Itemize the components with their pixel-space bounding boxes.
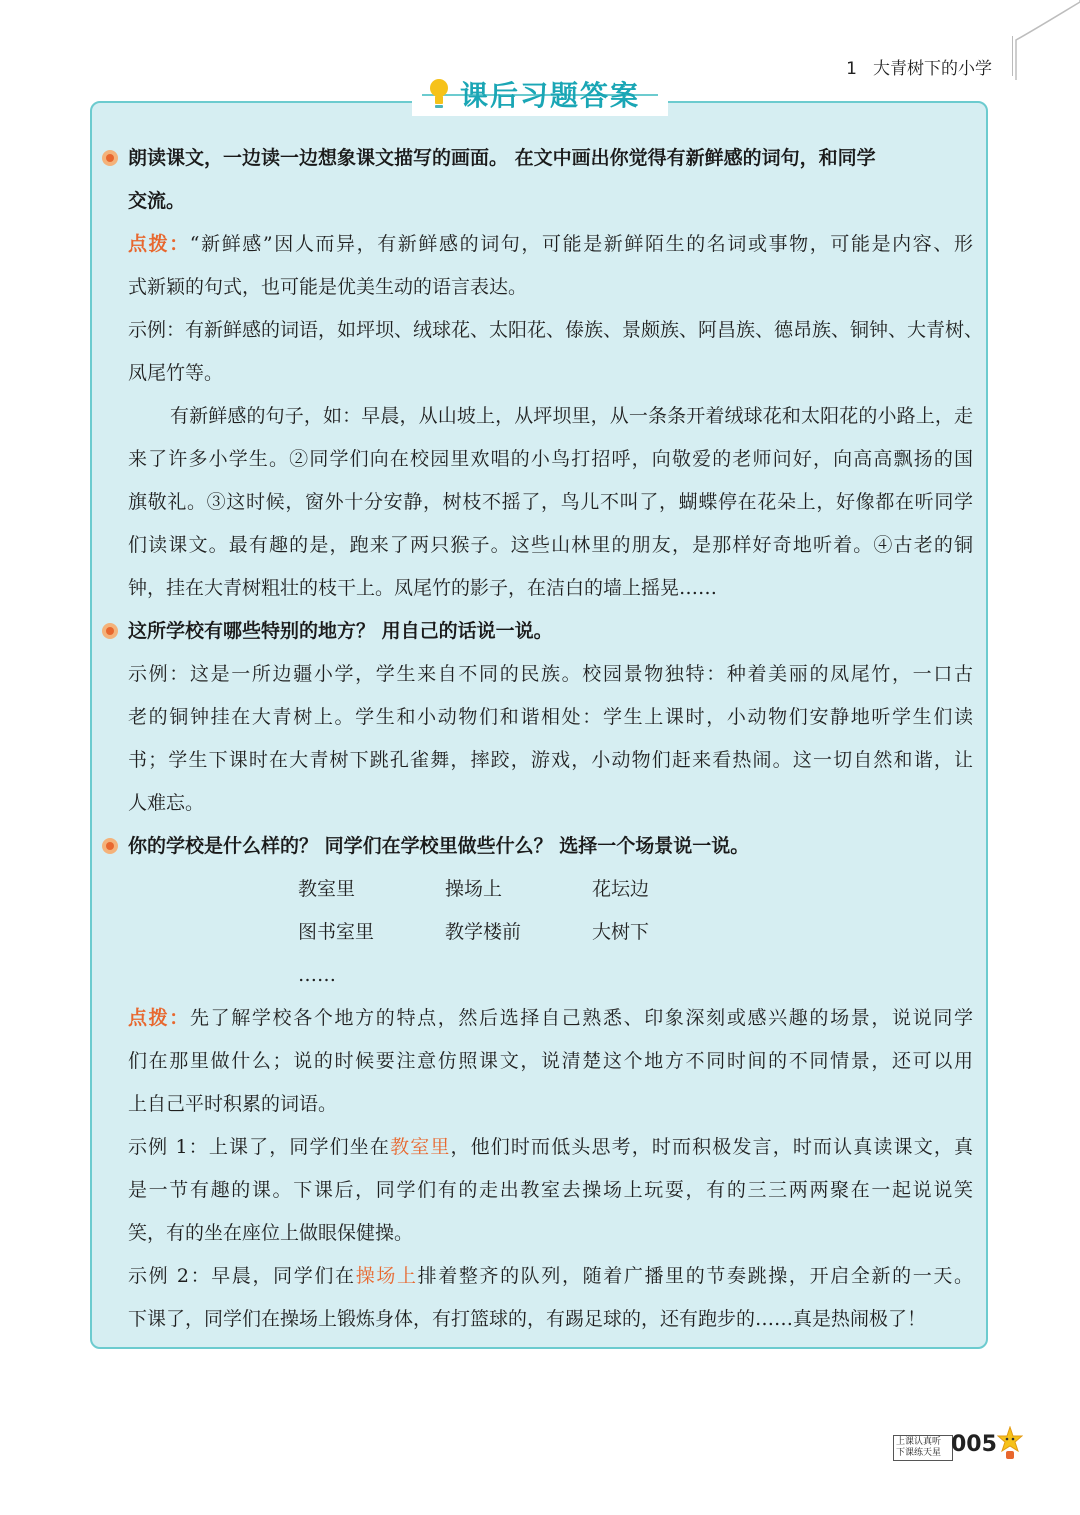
q1-example-para: 来了许多小学生。②同学们向在校园里欢唱的小鸟打招呼，向敬爱的老师问好，向高高飘扬的国 <box>128 448 973 470</box>
question-bullet-icon <box>101 149 119 167</box>
q2-example: 书；学生下课时在大青树下跳孔雀舞，摔跤，游戏，小动物们赶来看热闹。这一切自然和谐，让 <box>128 749 973 771</box>
q3-example-1: 示例 1：上课了，同学们坐在教室里，他们时而低头思考，时而积极发言，时而认真读课文，真 <box>128 1136 973 1158</box>
highlight-place: 操场上 <box>355 1265 418 1287</box>
place-item: 图书室里 <box>298 921 375 943</box>
q3-hint-cont: 上自己平时积累的词语。 <box>128 1093 338 1115</box>
lightbulb-icon <box>428 76 450 112</box>
q3-hint: 点拨：先了解学校各个地方的特点，然后选择自己熟悉、印象深刻或感兴趣的场景，说说同学 <box>128 1007 973 1029</box>
place-item: 花坛边 <box>592 878 650 900</box>
section-title-banner <box>412 74 668 116</box>
places-row <box>128 911 973 954</box>
place-item: 大树下 <box>592 921 650 943</box>
page-number: 005 <box>951 1432 997 1457</box>
place-item: 操场上 <box>445 878 503 900</box>
hint-label: 点拨： <box>128 233 190 255</box>
q3-example-2: 示例 2：早晨，同学们在操场上排着整齐的队列，随着广播里的节奏跳操，开启全新的一天。 <box>128 1265 973 1287</box>
q3-example-1-cont: 笑，有的坐在座位上做眼保健操。 <box>128 1222 414 1244</box>
chapter-header <box>846 54 992 79</box>
question-1: 朗读课文，一边读一边想象课文描写的画面。 在文中画出你觉得有新鲜感的词句，和同学 <box>128 137 973 180</box>
q3-example-1-cont: 是一节有趣的课。下课后，同学们有的走出教室去操场上玩耍，有的三三两两聚在一起说说笑 <box>128 1179 973 1201</box>
header-divider <box>1012 36 1013 76</box>
question-bullet-icon <box>101 622 119 640</box>
hint-label: 点拨： <box>128 1007 190 1029</box>
question-2: 这所学校有哪些特别的地方？ 用自己的话说一说。 <box>128 610 973 653</box>
answers-content <box>128 137 984 1341</box>
chapter-title: 大青树下的小学 <box>873 59 992 79</box>
star-mascot-icon <box>997 1426 1023 1460</box>
q2-example: 示例：这是一所边疆小学，学生来自不同的民族。校园景物独特：种着美丽的凤尾竹，一口古 <box>128 663 973 685</box>
section-title: 课后习题答案 <box>460 79 641 112</box>
question-3: 你的学校是什么样的？ 同学们在学校里做些什么？ 选择一个场景说一说。 <box>128 825 973 868</box>
highlight-place: 教室里 <box>390 1136 451 1158</box>
q3-hint-cont: 们在那里做什么；说的时候要注意仿照课文，说清楚这个地方不同时间的不同情景，还可以用 <box>128 1050 973 1072</box>
q1-example-para: 旗敬礼。③这时候，窗外十分安静，树枝不摇了，鸟儿不叫了，蝴蝶停在花朵上，好像都在听同学 <box>128 491 973 513</box>
q1-example: 示例：有新鲜感的词语，如坪坝、绒球花、太阳花、傣族、景颇族、阿昌族、德昂族、铜钟、大青树、 <box>128 319 984 341</box>
page-curl-decoration <box>1010 0 1080 80</box>
place-item: 教学楼前 <box>445 921 522 943</box>
chapter-number: 1 <box>846 59 857 79</box>
places-row <box>128 868 973 911</box>
q1-example-cont: 凤尾竹等。 <box>128 362 224 384</box>
q3-example-2-cont: 下课了，同学们在操场上锻炼身体，有打篮球的，有踢足球的，还有跑步的……真是热闹极了！ <box>128 1308 927 1330</box>
q1-example-para: 有新鲜感的句子，如：早晨，从山坡上，从坪坝里，从一条条开着绒球花和太阳花的小路上，走 <box>170 405 973 427</box>
q1-example-para: 们读课文。最有趣的是，跑来了两只猴子。这些山林里的朋友，是那样好奇地听着。④古老的铜 <box>128 534 973 556</box>
q2-example: 老的铜钟挂在大青树上。学生和小动物们和谐相处：学生上课时，小动物们安静地听学生们读 <box>128 706 973 728</box>
question-bullet-icon <box>101 837 119 855</box>
q1-hint: 点拨：“新鲜感”因人而异，有新鲜感的词句，可能是新鲜陌生的名词或事物，可能是内容、形 <box>128 233 973 255</box>
places-more: …… <box>298 964 336 986</box>
q2-example: 人难忘。 <box>128 792 205 814</box>
slogan-badge: 上课认真听 下课练天星 <box>893 1435 953 1461</box>
q1-hint-cont: 式新颖的句式，也可能是优美生动的语言表达。 <box>128 276 528 298</box>
place-item: 教室里 <box>298 878 356 900</box>
q1-example-para: 钟，挂在大青树粗壮的枝干上。凤尾竹的影子，在洁白的墙上摇晃…… <box>128 577 718 599</box>
question-1-cont: 交流。 <box>128 190 186 212</box>
